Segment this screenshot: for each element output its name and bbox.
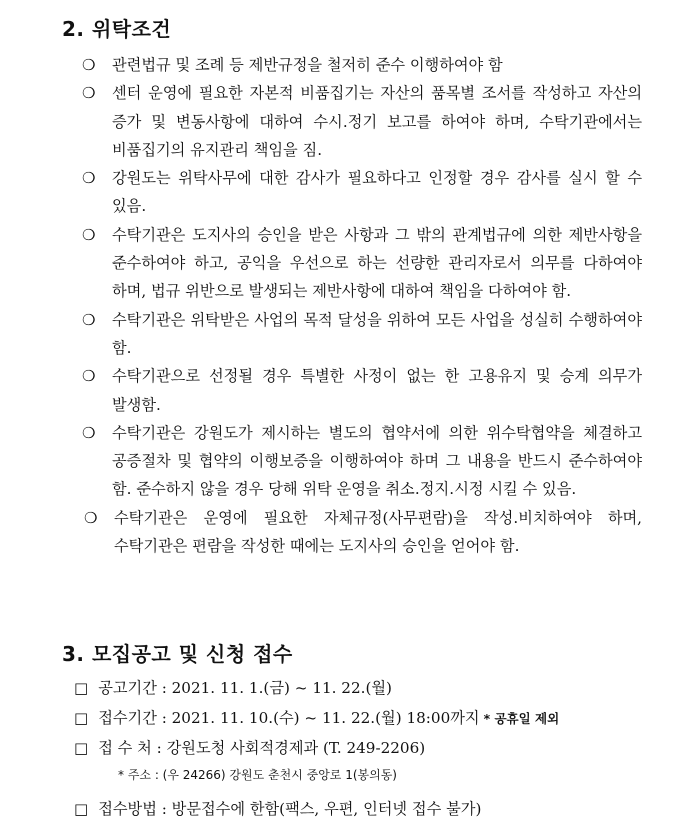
square-bullet-icon: □: [74, 679, 89, 697]
condition-item: [82, 221, 642, 306]
condition-item: [82, 51, 642, 79]
condition-text: 센터 운영에 필요한 자본적 비품집기는 자산의 품목별 조서를 작성하고 자산의 증가 및 변동사항에 대하여 수시․정기 보고를 하여야 하며, 수탁기관에서는 비품집기의 유지관리 책임을 짐.: [112, 84, 642, 159]
condition-item: [82, 419, 642, 504]
section-2-title: 2. 위탁조건: [62, 17, 172, 41]
receipt-method-text: 접수방법 : 방문접수에 한함(팩스, 우편, 인터넷 접수 불가): [98, 800, 482, 818]
receipt-method: [74, 798, 481, 820]
condition-item: [82, 164, 642, 221]
condition-item: [82, 306, 642, 363]
holiday-note: * 공휴일 제외: [483, 711, 560, 726]
consignment-conditions-list: [82, 51, 642, 560]
circle-bullet-icon: ❍: [82, 367, 96, 386]
condition-item: [82, 362, 642, 419]
section-3-title: 3. 모집공고 및 신청 접수: [62, 642, 293, 666]
condition-text: 수탁기관은 운영에 필요한 자체규정(사무편람)을 작성․비치하여야 하며, 수탁기관은 편람을 작성한 때에는 도지사의 승인을 얻어야 함.: [114, 508, 642, 556]
circle-bullet-icon: ❍: [82, 225, 96, 244]
receipt-place: [74, 737, 425, 759]
circle-bullet-icon: ❍: [84, 508, 98, 527]
condition-text: 수탁기관은 강원도가 제시하는 별도의 협약서에 의한 위수탁협약을 체결하고 공증절차 및 협약의 이행보증을 이행하여야 하며 그 내용을 반드시 준수하여야 함. 준수하지 않을 경우 당해 위탁 운영을 취소․정지․시정 시킬 수 있음.: [112, 423, 642, 499]
receipt-place-text: 접 수 처 : 강원도청 사회적경제과 (T. 249-2206): [98, 739, 426, 757]
condition-text: 수탁기관으로 선정될 경우 특별한 사정이 없는 한 고용유지 및 승계 의무가 발생함.: [112, 367, 642, 414]
circle-bullet-icon: ❍: [82, 310, 96, 329]
circle-bullet-icon: ❍: [82, 169, 96, 188]
address-note: * 주소 : (우 24266) 강원도 춘천시 중앙로 1(봉의동): [118, 768, 397, 782]
circle-bullet-icon: ❍: [82, 84, 96, 103]
condition-text: 수탁기관은 위탁받은 사업의 목적 달성을 위하여 모든 사업을 성실히 수행하여야 함.: [112, 310, 642, 357]
condition-text: 강원도는 위탁사무에 대한 감사가 필요하다고 인정할 경우 감사를 실시 할 수 있음.: [112, 169, 642, 216]
square-bullet-icon: □: [74, 739, 89, 757]
announcement-period-text: 공고기간 : 2021. 11. 1.(금) ~ 11. 22.(월): [98, 679, 392, 697]
announcement-period: [74, 677, 392, 699]
circle-bullet-icon: ❍: [82, 423, 96, 442]
square-bullet-icon: □: [74, 800, 89, 818]
square-bullet-icon: □: [74, 709, 89, 727]
condition-item: [82, 79, 642, 164]
receipt-period: [74, 707, 559, 730]
circle-bullet-icon: ❍: [82, 56, 96, 74]
receipt-period-text: 접수기간 : 2021. 11. 10.(수) ~ 11. 22.(월) 18:00까지: [98, 709, 480, 727]
condition-item: [82, 504, 642, 561]
condition-text: 관련법규 및 조례 등 제반규정을 철저히 준수 이행하여야 함: [112, 56, 503, 74]
condition-text: 수탁기관은 도지사의 승인을 받은 사항과 그 밖의 관계법규에 의한 제반사항을 준수하여야 하고, 공익을 우선으로 하는 선량한 관리자로서 의무를 다하여야 하며, 법규 위반으로 발생되는 제반사항에 대하여 책임을 다하여야 함.: [112, 225, 642, 301]
